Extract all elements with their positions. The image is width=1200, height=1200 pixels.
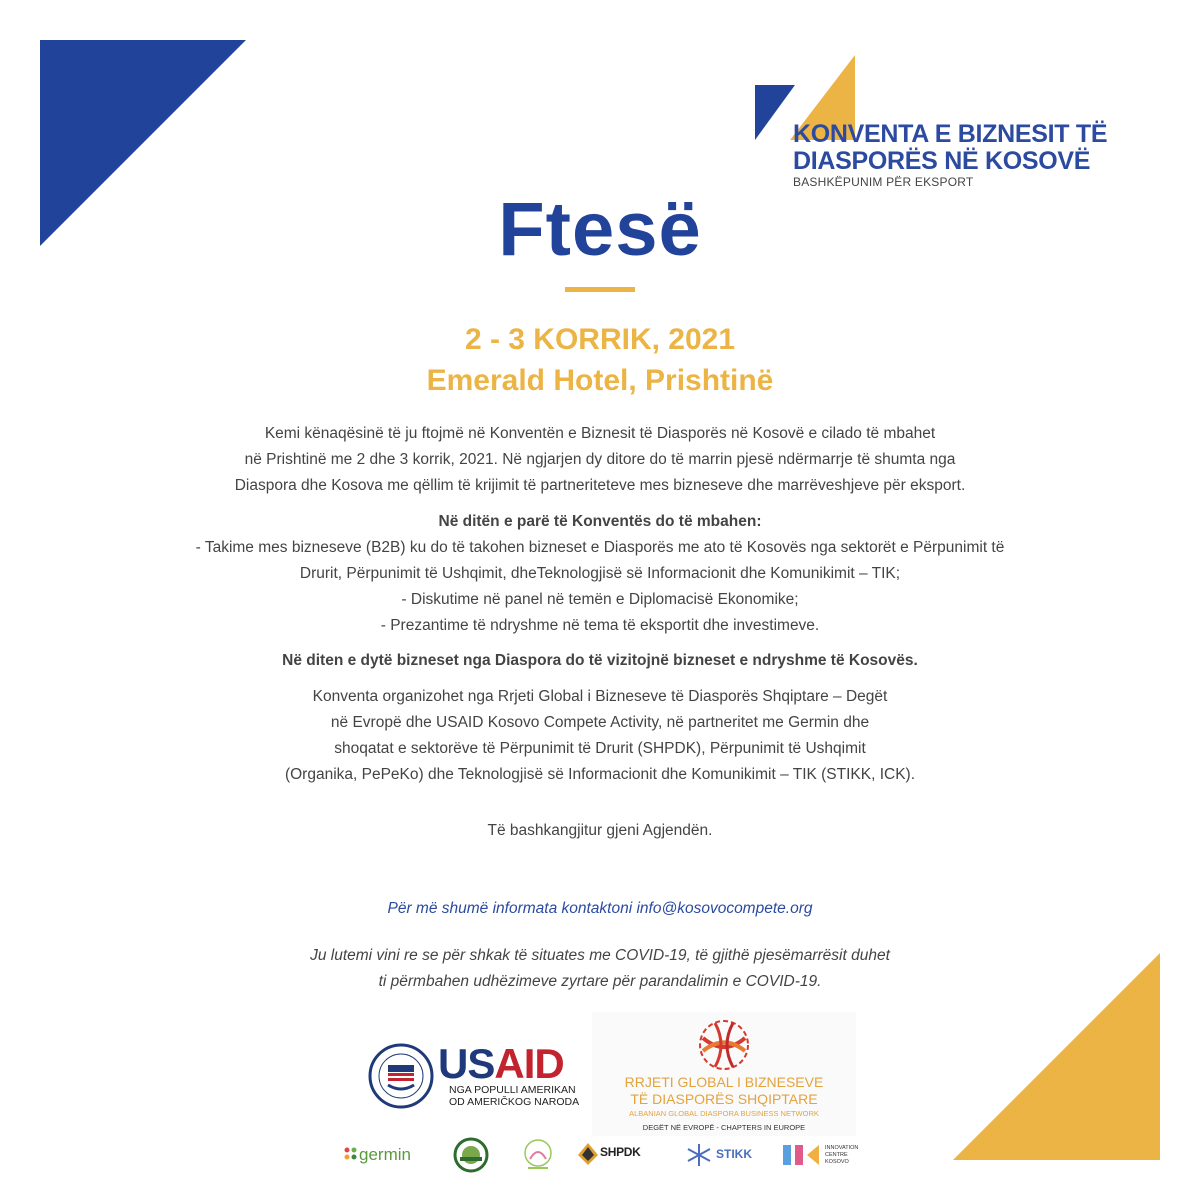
shpdk-logo xyxy=(578,1137,650,1173)
usaid-tagline-line1: NGA POPULLI AMERIKAN xyxy=(449,1084,576,1096)
day1-heading: Në ditën e parë të Konventës do të mbahen: xyxy=(438,513,762,530)
rrjeti-line1: RRJETI GLOBAL I BIZNESEVE xyxy=(624,1074,824,1090)
covid-line: Ju lutemi vini re se për shkak të situates me COVID-19, të gjithë pjesëmarrësit duhet xyxy=(310,947,890,964)
stikk-text: STIKK xyxy=(716,1147,752,1161)
usaid-logo xyxy=(368,1040,588,1120)
usaid-wordmark-aid: AID xyxy=(494,1040,564,1087)
organizers-paragraph xyxy=(80,684,1120,788)
organika-seal-icon xyxy=(452,1137,490,1173)
attachment-note: Të bashkangjitur gjeni Agjendën. xyxy=(487,822,713,839)
logo-subtitle: BASHKËPUNIM PËR EKSPORT xyxy=(793,175,974,189)
ick-text-line3: KOSOVO xyxy=(825,1159,849,1165)
rrjeti-global-logo xyxy=(592,1012,856,1136)
day1-section xyxy=(80,509,1120,639)
ick-logo xyxy=(783,1137,863,1173)
germin-logo xyxy=(343,1137,431,1173)
title-underline xyxy=(565,287,635,292)
usaid-seal-icon xyxy=(368,1043,434,1109)
ick-text-line1: INNOVATION xyxy=(825,1145,859,1151)
organizers-line: (Organika, PePeKo) dhe Teknologjisë së Informacionit dhe Komunikimit – TIK (STIKK, ICK). xyxy=(284,766,916,783)
organizers-line: Konventa organizohet nga Rrjeti Global i Bizneseve të Diasporës Shqiptare – Degët xyxy=(312,688,888,705)
day1-item: Drurit, Përpunimit të Ushqimit, dheTeknologjisë së Informacionit dhe Komunikimit – TIK; xyxy=(299,565,901,582)
ick-text xyxy=(825,1145,858,1166)
logo-title-line1: KONVENTA E BIZNESIT TË xyxy=(793,120,1108,148)
intro-line: Kemi kënaqësinë të ju ftojmë në Konventën e Biznesit të Diasporës në Kosovë e cilado të mbahet xyxy=(264,425,936,442)
stikk-logo xyxy=(686,1137,766,1173)
pepeko-logo-icon xyxy=(518,1137,558,1173)
day2-text: Në diten e dytë bizneset nga Diaspora do të vizitojnë bizneset e ndryshme të Kosovës. xyxy=(282,652,918,669)
germin-dots-icon xyxy=(343,1146,359,1162)
covid-note xyxy=(180,943,1020,995)
rrjeti-line3: ALBANIAN GLOBAL DIASPORA BUSINESS NETWORK xyxy=(629,1109,819,1118)
usaid-tagline-line2: OD AMERIČKOG NARODA xyxy=(449,1096,580,1108)
rrjeti-line2: TË DIASPORËS SHQIPTARE xyxy=(630,1091,818,1107)
ick-text-line2: CENTRE xyxy=(825,1152,848,1158)
day1-item: - Takime mes bizneseve (B2B) ku do të takohen bizneset e Diasporës me ato të Kosovës nga sektorët e Përpunimit të xyxy=(195,539,1005,556)
day1-item: - Diskutime në panel në temën e Diplomacisë Ekonomike; xyxy=(401,591,799,608)
germin-text: germin xyxy=(359,1145,411,1164)
rrjeti-line4: DEGËT NË EVROPË - CHAPTERS IN EUROPE xyxy=(642,1123,806,1132)
invitation-title: Ftesë xyxy=(498,187,702,272)
event-venue: Emerald Hotel, Prishtinë xyxy=(426,364,774,397)
covid-line: ti përmbahen udhëzimeve zyrtare për parandalimin e COVID-19. xyxy=(378,973,822,990)
ick-bars-icon xyxy=(783,1143,821,1167)
organizers-line: shoqatat e sektorëve të Përpunimit të Drurit (SHPDK), Përpunimit të Ushqimit xyxy=(334,740,866,757)
organizers-line: në Evropë dhe USAID Kosovo Compete Activity, në partneritet me Germin dhe xyxy=(330,714,870,731)
stikk-burst-icon xyxy=(686,1143,712,1167)
shpdk-leaf-icon xyxy=(578,1143,598,1165)
convention-logo xyxy=(755,55,1135,195)
bottom-right-gold-triangle xyxy=(953,953,1160,1160)
day1-item: - Prezantime të ndryshme në tema të eksportit dhe investimeve. xyxy=(380,617,820,634)
intro-line: Diaspora dhe Kosova me qëllim të krijimit të partneriteteve mes bizneseve dhe marrëveshjeve për eksport. xyxy=(234,477,966,494)
event-date: 2 - 3 KORRIK, 2021 xyxy=(464,323,736,356)
usaid-wordmark-us: US xyxy=(438,1040,495,1087)
intro-line: në Prishtinë me 2 dhe 3 korrik, 2021. Në ngjarjen dy ditore do të marrin pjesë ndërmarrje të shumta nga xyxy=(244,451,956,468)
contact-line[interactable]: Për më shumë informata kontaktoni info@kosovocompete.org xyxy=(387,900,813,917)
logo-title-line2: DIASPORËS NË KOSOVË xyxy=(793,147,1091,175)
usaid-tagline xyxy=(449,1084,579,1108)
usaid-wordmark xyxy=(438,1040,564,1088)
globe-ribbon-icon xyxy=(697,1018,751,1072)
intro-paragraph xyxy=(80,421,1120,499)
shpdk-text: SHPDK xyxy=(600,1145,641,1159)
